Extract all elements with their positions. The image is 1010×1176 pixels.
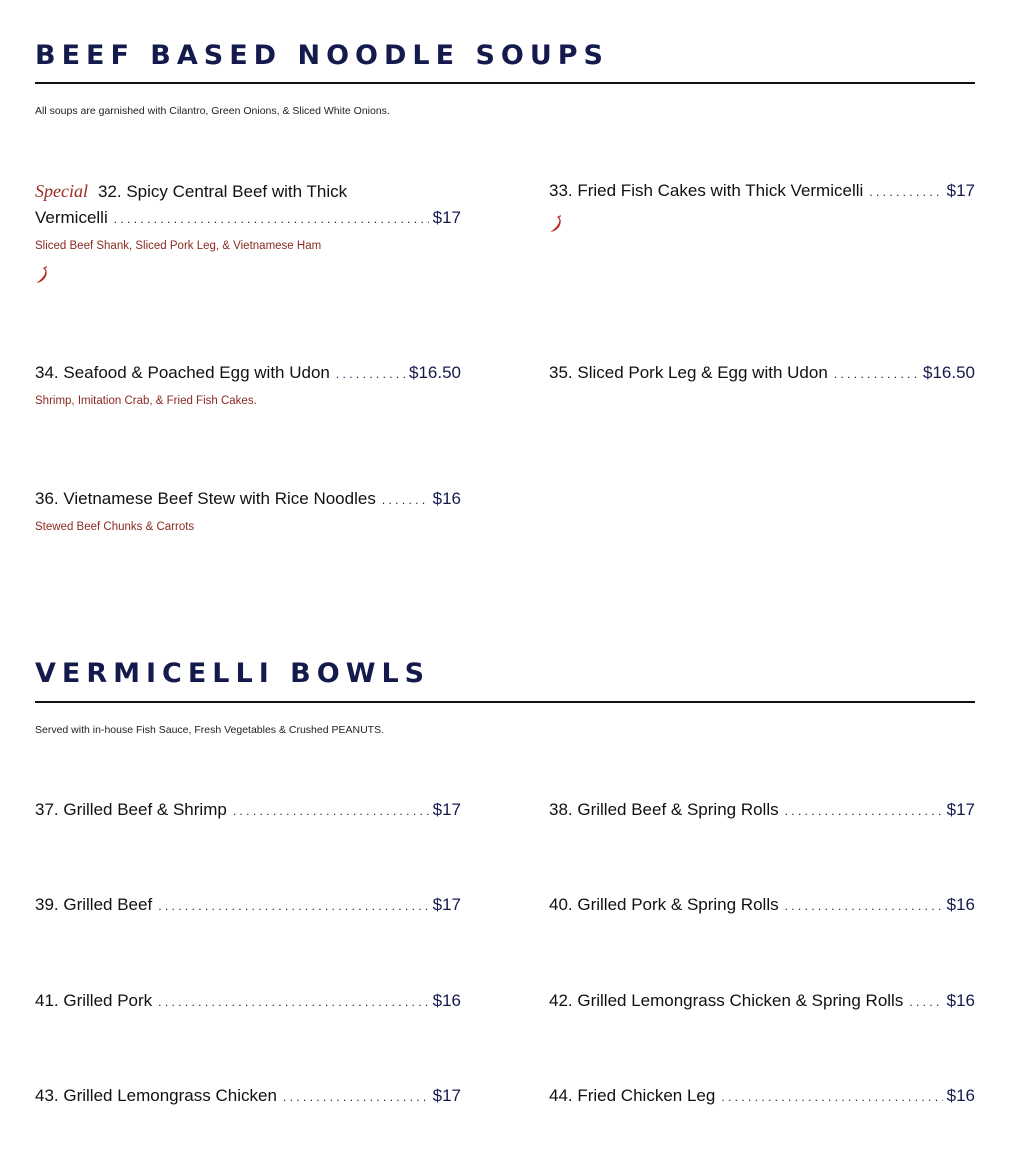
special-tag: Special	[35, 181, 88, 201]
dot-leader	[283, 1084, 429, 1110]
menu-item-name: 33. Fried Fish Cakes with Thick Vermicelli	[549, 181, 864, 200]
chili-pepper-icon	[549, 215, 563, 233]
menu-item-name: 38. Grilled Beef & Spring Rolls	[549, 800, 779, 819]
menu-item-name: 40. Grilled Pork & Spring Rolls	[549, 895, 779, 914]
dot-leader	[721, 1084, 942, 1110]
menu-item-name: 41. Grilled Pork	[35, 991, 153, 1010]
dot-leader	[336, 361, 405, 387]
menu-item-description: Sliced Beef Shank, Sliced Pork Leg, & Vietnamese Ham	[35, 240, 322, 252]
menu-item-price: $16	[946, 991, 975, 1010]
dot-leader	[158, 989, 428, 1015]
menu-item-name: 37. Grilled Beef & Shrimp	[35, 800, 227, 819]
menu-item-37	[35, 797, 461, 824]
menu-item-price: $17	[432, 208, 461, 227]
section-divider	[35, 82, 975, 84]
dot-leader	[909, 989, 942, 1015]
menu-item-name: 35. Sliced Pork Leg & Egg with Udon	[549, 363, 828, 382]
section-note-noodle-soups: All soups are garnished with Cilantro, Green Onions, & Sliced White Onions.	[35, 105, 390, 117]
menu-item-33	[549, 178, 975, 237]
dot-leader	[834, 361, 919, 387]
menu-item-price: $16	[946, 895, 975, 914]
menu-item-price: $16.50	[409, 363, 461, 382]
dot-leader	[114, 206, 429, 232]
chili-pepper-icon	[35, 266, 49, 284]
menu-item-32	[35, 178, 461, 288]
dot-leader	[785, 798, 943, 824]
menu-item-35	[549, 360, 975, 387]
menu-item-40	[549, 892, 975, 919]
menu-item-description: Shrimp, Imitation Crab, & Fried Fish Cakes.	[35, 395, 257, 407]
menu-item-price: $16	[432, 991, 461, 1010]
menu-item-name: 44. Fried Chicken Leg	[549, 1086, 716, 1105]
dot-leader	[233, 798, 429, 824]
menu-item-43	[35, 1083, 461, 1110]
menu-item-price: $17	[946, 181, 975, 200]
menu-item-price: $16.50	[923, 363, 975, 382]
menu-item-38	[549, 797, 975, 824]
section-note-vermicelli-bowls: Served with in-house Fish Sauce, Fresh Vegetables & Crushed PEANUTS.	[35, 724, 385, 736]
menu-item-name: 42. Grilled Lemongrass Chicken & Spring Rolls	[549, 991, 904, 1010]
menu-item-36	[35, 486, 461, 533]
menu-item-name: Vermicelli	[35, 208, 108, 227]
menu-item-description: Stewed Beef Chunks & Carrots	[35, 521, 195, 533]
section-title-noodle-soups: BEEF BASED NOODLE SOUPS	[35, 40, 610, 71]
menu-item-name: 39. Grilled Beef	[35, 895, 153, 914]
dot-leader	[869, 179, 942, 205]
menu-item-price: $17	[946, 800, 975, 819]
menu-item-34	[35, 360, 461, 407]
menu-item-name: 43. Grilled Lemongrass Chicken	[35, 1086, 277, 1105]
menu-item-name-line1: 32. Spicy Central Beef with Thick	[97, 182, 348, 201]
menu-item-44	[549, 1083, 975, 1110]
menu-item-name: 34. Seafood & Poached Egg with Udon	[35, 363, 330, 382]
menu-item-price: $17	[432, 800, 461, 819]
menu-item-42	[549, 988, 975, 1015]
menu-item-name-first-line	[35, 178, 461, 205]
menu-item-price: $16	[432, 489, 461, 508]
dot-leader	[785, 893, 943, 919]
menu-item-39	[35, 892, 461, 919]
section-title-vermicelli-bowls: VERMICELLI BOWLS	[35, 658, 431, 689]
menu-item-41	[35, 988, 461, 1015]
menu-item-name: 36. Vietnamese Beef Stew with Rice Noodles	[35, 489, 376, 508]
dot-leader	[382, 487, 429, 513]
menu-item-price: $16	[946, 1086, 975, 1105]
menu-item-price: $17	[432, 1086, 461, 1105]
section-divider	[35, 701, 975, 703]
menu-item-price: $17	[432, 895, 461, 914]
dot-leader	[158, 893, 428, 919]
